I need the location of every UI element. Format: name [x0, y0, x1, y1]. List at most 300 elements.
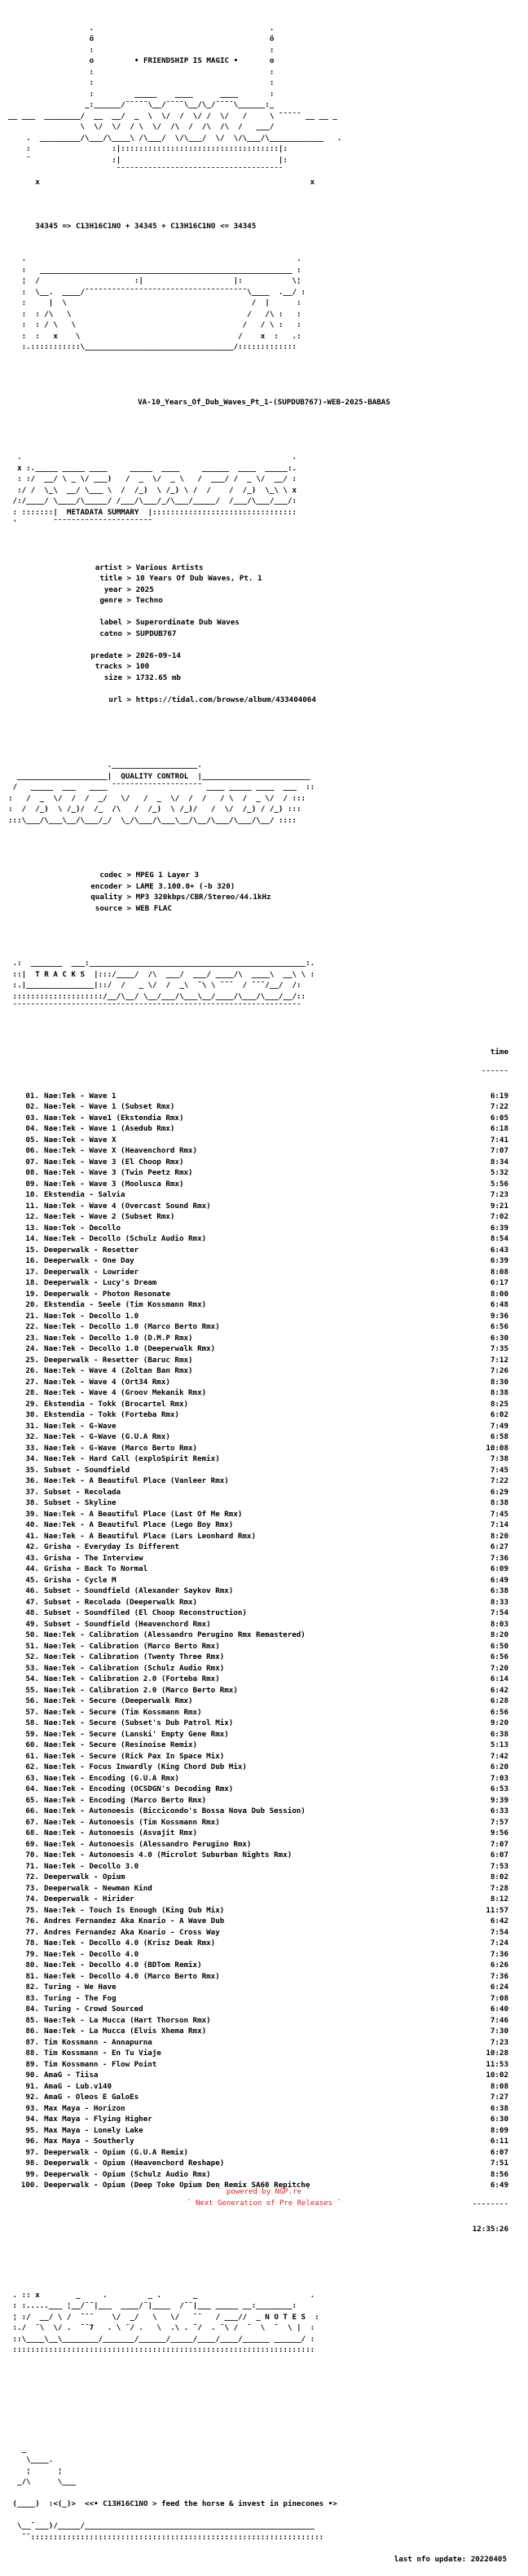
track-title: Nae:Tek - Autonoesis (Asvajit Rmx): [44, 1828, 198, 1837]
track-title: Nae:Tek - Calibration (Marco Berto Rmx): [44, 1641, 220, 1651]
track-duration: 6:17: [490, 1278, 508, 1287]
track-duration: 7:45: [490, 1465, 508, 1475]
track-row: [8, 1113, 520, 1124]
track-duration: 7:41: [490, 1135, 508, 1145]
track-number: 08.: [25, 1168, 39, 1177]
track-number: 14.: [25, 1234, 39, 1243]
metadata-row: predate > 2026-09-14: [8, 651, 520, 662]
track-row: [8, 2125, 520, 2137]
track-title: Nae:Tek - Secure (Deeperwalk Rmx): [44, 1696, 193, 1705]
track-duration: 6:33: [490, 1806, 508, 1815]
track-row: [8, 2015, 520, 2027]
track-row: [8, 2081, 520, 2093]
track-title: Nae:Tek - Calibration 2.0 (Forteba Rmx): [44, 1674, 220, 1683]
track-number: 06.: [25, 1146, 39, 1155]
metadata-value: 2025: [135, 584, 154, 594]
track-row: [8, 1663, 520, 1674]
metadata-value: SUPDUB767: [135, 629, 177, 638]
track-title: Nae:Tek - Decollo 4.0 (BDTom Remix): [44, 1961, 202, 1969]
track-duration: 6:28: [490, 1696, 508, 1705]
track-number: 25.: [25, 1355, 39, 1365]
track-number: 38.: [25, 1498, 39, 1507]
track-number: 40.: [25, 1520, 39, 1529]
track-duration: 5:13: [490, 1740, 508, 1749]
track-number: 41.: [25, 1531, 39, 1541]
track-duration: 8:33: [490, 1597, 508, 1607]
track-duration: 6:56: [490, 1322, 508, 1331]
track-title: Deeperwalk - Resetter: [44, 1245, 139, 1255]
track-duration: 8:09: [490, 2125, 508, 2135]
track-number: 57.: [25, 1707, 39, 1717]
track-number: 31.: [25, 1421, 39, 1431]
track-number: 32.: [25, 1432, 39, 1441]
track-duration: 9:56: [490, 1828, 508, 1837]
track-row: [8, 1409, 520, 1421]
track-row: [8, 2037, 520, 2049]
track-title: Ekstendia - Seele (Tim Kossmann Rmx): [44, 1300, 207, 1309]
track-number: 34.: [25, 1454, 39, 1463]
total-time: 12:35:26: [472, 2225, 508, 2234]
track-row: [8, 1233, 520, 1245]
track-row: [8, 1938, 520, 1949]
track-number: 74.: [25, 1895, 39, 1903]
track-duration: 6:02: [490, 1410, 508, 1419]
track-title: Nae:Tek - La Mucca (Hart Thorson Rmx): [44, 2015, 211, 2025]
track-title: Andres Fernandez Aka Knario - A Wave Dub: [44, 1917, 225, 1925]
track-row: [8, 1145, 520, 1157]
track-row: [8, 1475, 520, 1487]
track-title: Ekstendia - Tokk (Forteba Rmx): [44, 1410, 179, 1419]
track-number: 50.: [25, 1630, 39, 1639]
track-title: Nae:Tek - Wave 1: [44, 1091, 117, 1101]
chemical-formula-line: 34345 => C13H16C1NO + 34345 + C13H16C1NO <= 34345: [8, 221, 257, 231]
track-duration: 7:45: [490, 1509, 508, 1519]
metadata-row: year > 2025: [8, 584, 520, 596]
track-duration: 8:54: [490, 1234, 508, 1243]
track-row: [8, 1189, 520, 1201]
track-title: Deeperwalk - Resetter (Baruc Rmx): [44, 1355, 193, 1365]
track-duration: 7:02: [490, 1212, 508, 1221]
track-title: Deeperwalk - Opium (Deep Toke Opium Den Remix SA60 Repitche: [44, 2181, 310, 2190]
metadata-value: 2026-09-14: [135, 651, 181, 660]
track-number: 43.: [25, 1553, 39, 1563]
metadata-value: Various Artists: [135, 562, 204, 572]
track-duration: 6:56: [490, 1707, 508, 1717]
track-duration: 8:30: [490, 1377, 508, 1387]
track-number: 100.: [20, 2181, 39, 2190]
track-title: Nae:Tek - Wave 3 (El Choop Rmx): [44, 1157, 184, 1167]
track-duration: 6:50: [490, 1641, 508, 1651]
footer-line-2: ¨ Next Generation of Pre Releases ¨: [187, 2199, 341, 2208]
track-duration: 7:26: [490, 1366, 508, 1375]
track-number: 90.: [25, 2071, 39, 2080]
track-title: Nae:Tek - Calibration 2.0 (Marco Berto Rmx): [44, 1685, 238, 1695]
track-number: 77.: [25, 1927, 39, 1937]
track-duration: 11:57: [486, 1905, 508, 1915]
metadata-key: title: [99, 574, 122, 583]
track-row: [8, 2070, 520, 2081]
track-title: Turing - The Fog: [44, 1993, 117, 2003]
metadata-key: url: [108, 695, 122, 704]
track-title: Nae:Tek - Secure (Rick Pax In Space Mix): [44, 1751, 225, 1761]
track-title: Nae:Tek - Encoding (Marco Berto Rmx): [44, 1795, 207, 1805]
track-row: [8, 1333, 520, 1344]
track-number: 18.: [25, 1278, 39, 1287]
track-title: Nae:Tek - La Mucca (Elvis Xhema Rmx): [44, 2027, 207, 2036]
track-row: [8, 1982, 520, 1993]
track-duration: 6:42: [490, 1685, 508, 1695]
track-duration: 7:36: [490, 1949, 508, 1959]
metadata-row: title > 10 Years Of Dub Waves, Pt. 1: [8, 573, 520, 584]
track-number: 12.: [25, 1212, 39, 1221]
track-title: Deeperwalk - Hirider: [44, 1895, 134, 1903]
track-duration: 7:57: [490, 1817, 508, 1827]
track-number: 75.: [25, 1905, 39, 1915]
track-title: Deeperwalk - Photon Resonate: [44, 1289, 170, 1299]
metadata-row: [8, 607, 520, 618]
track-duration: 6:18: [490, 1124, 508, 1133]
track-title: Subset - Recolada: [44, 1487, 121, 1497]
track-title: Max Maya - Flying Higher: [44, 2115, 152, 2124]
track-duration: 6:49: [490, 2181, 508, 2190]
time-column-header: time: [490, 1047, 508, 1056]
track-number: 85.: [25, 2015, 39, 2025]
track-title: Deeperwalk - One Day: [44, 1256, 134, 1265]
track-number: 21.: [25, 1311, 39, 1321]
track-title: Nae:Tek - Decollo 1.0: [44, 1311, 139, 1321]
track-number: 36.: [25, 1476, 39, 1485]
track-duration: 6:11: [490, 2137, 508, 2146]
metadata-row: [8, 683, 520, 695]
track-row: [8, 2103, 520, 2115]
track-title: Nae:Tek - Wave 3 (Twin Peetz Rmx): [44, 1168, 193, 1177]
track-duration: 7:23: [490, 1190, 508, 1199]
track-row: [8, 1421, 520, 1432]
track-duration: 9:20: [490, 1718, 508, 1727]
track-row: [8, 1465, 520, 1476]
track-duration: 7:07: [490, 1146, 508, 1155]
track-duration: 7:20: [490, 1663, 508, 1673]
metadata-key: label: [99, 618, 122, 627]
track-number: 79.: [25, 1949, 39, 1959]
track-number: 27.: [25, 1377, 39, 1387]
track-number: 09.: [25, 1179, 39, 1189]
track-title: Nae:Tek - Wave 4 (Ort34 Rmx): [44, 1377, 170, 1387]
track-title: Nae:Tek - Wave X: [44, 1135, 117, 1145]
track-duration: 8:25: [490, 1399, 508, 1409]
track-row: [8, 2114, 520, 2125]
track-title: Nae:Tek - Wave 3 (Moolusca Rmx): [44, 1179, 184, 1189]
track-title: Nae:Tek - Wave 1 (Asedub Rmx): [44, 1124, 175, 1133]
metadata-key: predate: [90, 651, 122, 660]
feed-horse-line: (____) :<(_)> <<• C13H16C1NO > feed the horse & invest in pinecones •>: [8, 2499, 337, 2508]
metadata-value: 1732.65 mb: [135, 673, 181, 682]
track-duration: 7:51: [490, 2159, 508, 2168]
feed-horse-art-bottom: \__¯___)/_____/___________________________________________________ ¯¯:::::::::::::::::::::::::::::::::::::::::::::::::::::::::::::::::: [17, 2521, 324, 2542]
track-duration: 6:26: [490, 1961, 508, 1969]
track-duration: 8:20: [490, 1630, 508, 1639]
track-row: [8, 1586, 520, 1597]
track-number: 05.: [25, 1135, 39, 1145]
track-title: Nae:Tek - Calibration (Schulz Audio Rmx): [44, 1663, 225, 1673]
track-row: [8, 2158, 520, 2169]
quality-row: quality > MP3 320kbps/CBR/Stereo/44.1kHz: [8, 892, 520, 903]
metadata-row: catno > SUPDUB767: [8, 629, 520, 640]
track-title: Nae:Tek - Wave 4 (Overcast Sound Rmx): [44, 1201, 211, 1211]
track-number: 42.: [25, 1542, 39, 1551]
track-number: 96.: [25, 2137, 39, 2146]
track-duration: 9:21: [490, 1201, 508, 1211]
track-title: Nae:Tek - Decollo 1.0 (Deeperwalk Rmx): [44, 1344, 216, 1353]
track-number: 53.: [25, 1663, 39, 1673]
metadata-summary-banner: . . x :._____ _____ ____ _____ ____ ______ ____ _____:. : :/ __/ \ _ \/ ___) / _ \/ _ \ / ___/ / _ \/ __/ : :/ / \_\ __/ \___ \ / /_) \ /_) \ / / / /_) \_\ \ x /:/____/ \____/\_____/ /___/\___/_/\___/_____/ /___/\___/___/: : :::::::| METADATA SUMMARY |:::::::::::::::::::::::::::::::: ' ¯¯¯¯¯¯¯¯¯¯¯¯¯¯¯¯¯¯¯¯¯¯: [12, 452, 297, 527]
track-row: [8, 1311, 520, 1322]
track-duration: 6:42: [490, 1917, 508, 1925]
track-list: [8, 1091, 520, 2191]
header-ascii-art-lower: . . : ________________________________________________________ : ¦ / :| |: \¦ : \__. ____/¯¯¯¯¯¯¯¯¯¯¯¯¯¯¯¯¯¯¯¯¯¯¯¯¯¯¯¯¯¯¯¯¯¯¯¯\____ .__/ : : | \ / | : : : /\ \ / /\ : : : : / \ \ / / \ : : : : x \ / x : .: :.:::::::::::\_________________________________/:::::::::::::: [21, 254, 306, 351]
track-row: [8, 1387, 520, 1399]
track-number: 91.: [25, 2081, 39, 2091]
track-number: 13.: [25, 1223, 39, 1233]
track-duration: 7:28: [490, 1883, 508, 1893]
track-duration: 6:24: [490, 1983, 508, 1992]
track-title: Grisha - Everyday Is Different: [44, 1542, 179, 1551]
quality-row: source > WEB FLAC: [8, 903, 520, 915]
track-number: 71.: [25, 1861, 39, 1871]
track-row: [8, 1674, 520, 1685]
track-row: [8, 1223, 520, 1234]
quality-key: codec: [99, 871, 122, 880]
track-number: 20.: [25, 1300, 39, 1309]
track-title: Nae:Tek - Encoding (G.U.A Rmx): [44, 1773, 179, 1783]
track-title: Deeperwalk - Lucy's Dream: [44, 1278, 157, 1287]
track-row: [8, 1377, 520, 1388]
quality-value: MPEG 1 Layer 3: [135, 871, 200, 880]
last-update: last nfo update: 20220405: [394, 2554, 507, 2564]
track-duration: 6:09: [490, 1564, 508, 1573]
track-number: 07.: [25, 1157, 39, 1167]
track-duration: 7:07: [490, 1839, 508, 1849]
track-row: [8, 1652, 520, 1663]
track-duration: 8:38: [490, 1498, 508, 1507]
track-row: [8, 2169, 520, 2181]
track-row: [8, 2026, 520, 2037]
feed-horse-art-top: _ \____. ¦ ¦ _/\ \___: [17, 2444, 76, 2486]
track-title: Deeperwalk - Opium (Heavenchord Reshape): [44, 2159, 225, 2168]
track-duration: 8:56: [490, 2169, 508, 2179]
track-duration: 6:49: [490, 1575, 508, 1585]
track-duration: 6:58: [490, 1432, 508, 1441]
track-title: Deeperwalk - Lowrider: [44, 1267, 139, 1277]
track-duration: 8:20: [490, 1531, 508, 1541]
track-title: Nae:Tek - Secure (Lanski' Empty Gene Rmx): [44, 1729, 229, 1739]
track-number: 89.: [25, 2059, 39, 2069]
track-duration: 6:43: [490, 1245, 508, 1255]
track-title: AmaG - Lub.v140: [44, 2081, 112, 2091]
track-duration: 7:22: [490, 1102, 508, 1111]
track-row: [8, 1608, 520, 1619]
track-title: Andres Fernandez Aka Knario - Cross Way: [44, 1927, 220, 1937]
track-duration: 7:30: [490, 2027, 508, 2036]
track-duration: 6:38: [490, 1586, 508, 1595]
track-row: [8, 1553, 520, 1564]
header-ascii-art: . . ö ö : : o • FRIENDSHIP IS MAGIC • o : : : : : _____ ____ ____ : _:______/¯¯¯¯¯\__/¯¯¯¯\__/\_/¯¯¯¯\______:_ __ ___ ________/ __ __/ _ \ \/ / \/ / \/ / \ ¯¯¯¯¯ __ __ _ \ \/ \/ / \ \/ /\ / /\ /\ / ___/ . _________/\___/\____\ /\___/ \/\___/ \/ \/\___/\____________ . : :|:::::::::::::::::::::::::::::::::::|: ¯ :| |: ¯¯¯¯¯¯¯¯¯¯¯¯¯¯¯¯¯¯¯¯¯¯¯¯¯¯¯¯¯¯¯¯¯¯¯¯¯ x x: [8, 23, 342, 187]
track-number: 04.: [25, 1124, 39, 1133]
track-number: 30.: [25, 1410, 39, 1419]
track-row: [8, 1564, 520, 1575]
track-duration: 6:14: [490, 1674, 508, 1683]
track-number: 67.: [25, 1817, 39, 1827]
track-duration: 7:23: [490, 2037, 508, 2047]
track-number: 26.: [25, 1366, 39, 1375]
track-title: Nae:Tek - Hard Call (exploSpirit Remix): [44, 1454, 220, 1463]
track-duration: 7:46: [490, 2015, 508, 2025]
track-row: [8, 1751, 520, 1762]
track-title: Deeperwalk - Opium: [44, 1872, 125, 1881]
track-title: Nae:Tek - Decollo (Schulz Audio Rmx): [44, 1234, 207, 1243]
track-row: [8, 1740, 520, 1751]
track-duration: 8:08: [490, 2081, 508, 2091]
track-title: Nae:Tek - Wave 4 (Zoltan Ban Rmx): [44, 1366, 193, 1375]
track-number: 84.: [25, 2005, 39, 2014]
track-title: Max Maya - Southerly: [44, 2137, 134, 2146]
track-row: [8, 1916, 520, 1927]
metadata-key: catno: [99, 629, 122, 638]
track-row: [8, 1179, 520, 1190]
quality-control-banner: .___________________. ____________________| QUALITY CONTROL |________________________ / _____ ___ ____ ¯¯¯¯¯¯¯¯¯¯¯¯¯¯¯¯¯¯¯¯ ____ _____ ____ ___ :: : / _ \/ / / _/ \/ / _ \/ / / / \ / _ \/ / ::: : / /_) \ /_)/ /_ /\ / /_) \ /_)/ / \/ /_) / /_) ::: :::\___/\___\__/\___/_/ \_/\___/\___\__/\__/\___/\___/\__/ ::::: [8, 761, 315, 825]
track-number: 01.: [25, 1091, 39, 1101]
track-row: [8, 1542, 520, 1553]
track-number: 94.: [25, 2115, 39, 2124]
track-row: [8, 1277, 520, 1289]
track-number: 88.: [25, 2049, 39, 2058]
track-row: [8, 1718, 520, 1729]
track-title: Subset - Soundfiled (El Choop Reconstruction): [44, 1608, 247, 1617]
track-title: AmaG - Tiisa: [44, 2071, 99, 2080]
track-title: Nae:Tek - Wave 2 (Subset Rmx): [44, 1212, 175, 1221]
track-row: [8, 1729, 520, 1740]
track-number: 60.: [25, 1740, 39, 1749]
track-title: Grisha - Back To Normal: [44, 1564, 148, 1573]
track-number: 93.: [25, 2103, 39, 2113]
track-duration: 7:14: [490, 1520, 508, 1529]
track-title: Nae:Tek - A Beautiful Place (Lars Leonhard Rmx): [44, 1531, 256, 1541]
track-row: [8, 1784, 520, 1795]
track-row: [8, 1597, 520, 1608]
track-duration: 6:38: [490, 1729, 508, 1739]
track-title: Nae:Tek - Autonoesis 4.0 (Microlot Suburban Nights Rmx): [44, 1850, 293, 1859]
track-row: [8, 1993, 520, 2005]
track-duration: 7:12: [490, 1355, 508, 1365]
track-row: [8, 1707, 520, 1718]
track-title: Grisha - The Interview: [44, 1553, 143, 1563]
metadata-key: size: [103, 673, 122, 682]
track-number: 56.: [25, 1696, 39, 1705]
track-title: Nae:Tek - Autonoesis (Tim Kossmann Rmx): [44, 1817, 220, 1827]
track-row: [8, 1399, 520, 1410]
track-title: Max Maya - Horizon: [44, 2103, 125, 2113]
metadata-row: [8, 639, 520, 651]
powered-by-footer: [0, 2186, 528, 2209]
track-number: 02.: [25, 1102, 39, 1111]
track-title: Nae:Tek - Decollo 4.0: [44, 1949, 139, 1959]
quality-value: LAME 3.100.0+ (-b 320): [135, 881, 235, 891]
track-number: 44.: [25, 1564, 39, 1573]
track-row: [8, 1289, 520, 1300]
track-number: 11.: [25, 1201, 39, 1211]
track-title: Deeperwalk - Newman Kind: [44, 1883, 152, 1893]
track-row: [8, 1817, 520, 1828]
track-duration: 5:56: [490, 1179, 508, 1189]
track-duration: 7:42: [490, 1751, 508, 1761]
track-number: 03.: [25, 1113, 39, 1123]
track-title: Ekstendia - Salvia: [44, 1190, 125, 1199]
track-duration: 6:39: [490, 1223, 508, 1233]
track-duration: 10:28: [486, 2049, 508, 2058]
track-duration: 8:12: [490, 1895, 508, 1903]
metadata-key: tracks: [95, 662, 122, 671]
track-number: 83.: [25, 1993, 39, 2003]
track-row: [8, 1123, 520, 1135]
track-row: [8, 1894, 520, 1905]
metadata-value: https://tidal.com/browse/album/433404064: [135, 695, 316, 704]
track-number: 63.: [25, 1773, 39, 1783]
track-number: 95.: [25, 2125, 39, 2135]
track-row: [8, 1630, 520, 1641]
metadata-row: size > 1732.65 mb: [8, 673, 520, 684]
track-duration: 8:03: [490, 1619, 508, 1629]
track-row: [8, 1839, 520, 1850]
track-duration: 7:22: [490, 1476, 508, 1485]
track-number: 72.: [25, 1872, 39, 1881]
metadata-row: tracks > 100: [8, 661, 520, 673]
track-duration: 8:38: [490, 1388, 508, 1397]
track-title: Nae:Tek - G-Wave (Marco Berto Rmx): [44, 1443, 198, 1453]
quality-value: MP3 320kbps/CBR/Stereo/44.1kHz: [135, 893, 271, 902]
track-number: 47.: [25, 1597, 39, 1607]
track-duration: 8:02: [490, 1872, 508, 1881]
track-title: Grisha - Cycle M: [44, 1575, 117, 1585]
metadata-value: 100: [135, 662, 150, 671]
track-title: Nae:Tek - Decollo 4.0 (Marco Berto Rmx): [44, 1971, 220, 1981]
quality-key: quality: [90, 893, 122, 902]
track-duration: 7:38: [490, 1454, 508, 1463]
track-duration: 6:30: [490, 2115, 508, 2124]
track-duration: 6:07: [490, 2147, 508, 2157]
track-title: Turing - We Have: [44, 1983, 117, 1992]
track-title: Subset - Soundfield: [44, 1465, 130, 1475]
track-number: 55.: [25, 1685, 39, 1695]
track-duration: 7:35: [490, 1344, 508, 1353]
track-number: 39.: [25, 1509, 39, 1519]
track-number: 22.: [25, 1322, 39, 1331]
track-row: [8, 1355, 520, 1366]
track-title: Nae:Tek - Decollo 1.0 (Marco Berto Rmx): [44, 1322, 220, 1331]
track-row: [8, 1795, 520, 1806]
track-number: 16.: [25, 1256, 39, 1265]
track-title: Turing - Crowd Sourced: [44, 2005, 143, 2014]
track-title: Tim Kossmann - Flow Point: [44, 2059, 157, 2069]
track-number: 78.: [25, 1939, 39, 1947]
track-title: Subset - Soundfield (Heavenchord Rmx): [44, 1619, 211, 1629]
track-row: [8, 1927, 520, 1939]
track-row: [8, 1685, 520, 1696]
track-row: [8, 2136, 520, 2147]
track-duration: 5:32: [490, 1168, 508, 1177]
track-title: Nae:Tek - Secure (Tim Kossmann Rmx): [44, 1707, 202, 1717]
track-number: 61.: [25, 1751, 39, 1761]
track-row: [8, 1167, 520, 1179]
